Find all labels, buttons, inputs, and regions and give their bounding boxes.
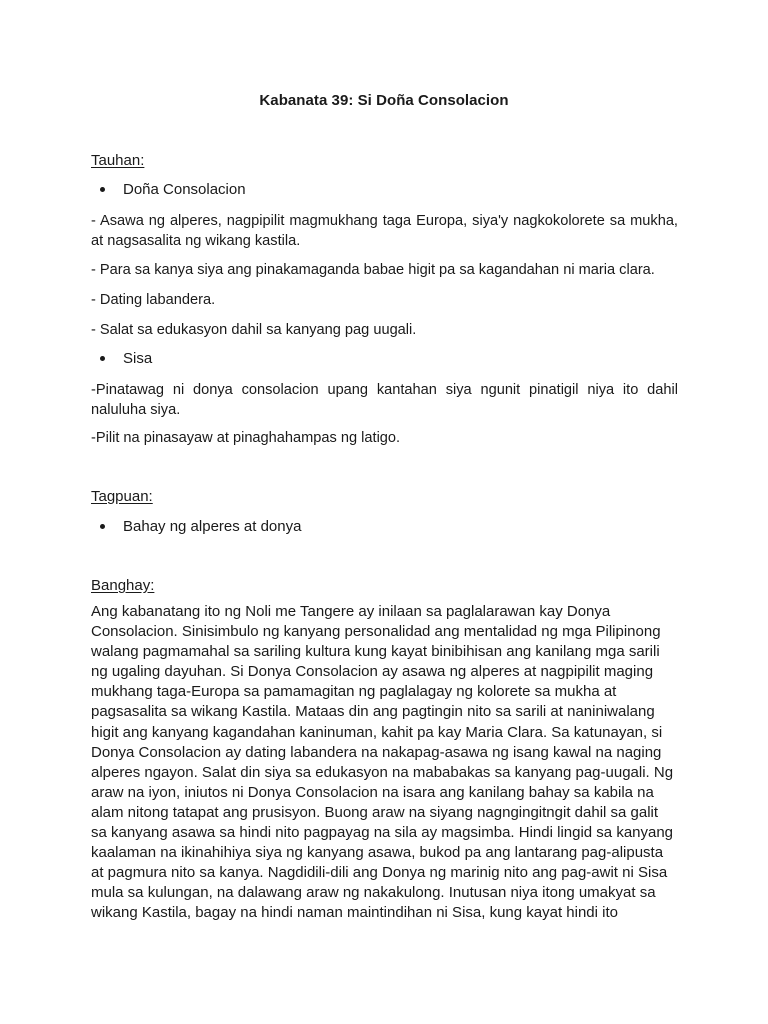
paragraph-line: walang pagmamahal sa sariling kultura kung kayat binibihisan ang kanilang mga sarili — [91, 643, 660, 661]
paragraph-line: Donya Consolacion ay dating labandera na nakapag-asawa ng isang kawal na naging — [91, 743, 662, 761]
bullet-icon — [100, 187, 105, 192]
paragraph-line: mukhang taga-Europa sa pamamagitan ng paglalagay ng kolorete sa mukha at — [91, 683, 617, 701]
paragraph-line: sa kanyang asawa sa hindi nito pagpayag na sila ay magsimba. Hindi lingid sa kanyang — [91, 824, 674, 842]
character-name: Doña Consolacion — [123, 181, 246, 198]
paragraph-line: higit ang kanyang kagandahan kaninuman, kahit pa kay Maria Clara. Sa katunayan, si — [91, 723, 663, 741]
banghay-heading: Banghay: — [91, 577, 155, 594]
paragraph-line: alperes ngayon. Salat din siya sa edukasyon na mababakas sa kanyang pag-uugali. Ng — [91, 763, 674, 781]
character-name: Sisa — [123, 350, 153, 367]
paragraph-line: pagsasalita sa wikang Kastila. Mataas din ang pagtingin nito sa sarili at naniniwalang — [91, 703, 655, 721]
character-note: - Asawa ng alperes, nagpipilit magmukhang taga Europa, siya'y nagkokolorete sa mukha, at nagsasalita ng wikang kastila. — [91, 213, 678, 249]
character-note: -Pilit na pinasayaw at pinaghahampas ng latigo. — [91, 430, 401, 446]
bullet-icon — [100, 524, 105, 529]
tagpuan-heading: Tagpuan: — [91, 488, 153, 505]
banghay-paragraph — [91, 602, 681, 924]
bullet-icon — [100, 356, 105, 361]
paragraph-line: at pagmura nito sa kanya. Nagdidili-dili ang Donya ng marinig nito ang pag-awit ni Sisa — [91, 864, 668, 882]
paragraph-line: Ang kabanatang ito ng Noli me Tangere ay inilaan sa paglalarawan kay Donya — [91, 603, 611, 620]
character-note: - Salat sa edukasyon dahil sa kanyang pag uugali. — [91, 322, 417, 338]
list-item-dona-consolacion — [100, 181, 246, 198]
list-item-sisa — [100, 350, 152, 367]
tagpuan-item: Bahay ng alperes at donya — [123, 518, 302, 535]
paragraph-line: Consolacion. Sinisimbulo ng kanyang personalidad ang mentalidad ng mga Pilipinong — [91, 623, 661, 641]
document-title: Kabanata 39: Si Doña Consolacion — [259, 92, 509, 109]
paragraph-line: kaalaman na ikinahihiya siya ng kanyang asawa, bukod pa ang lantarang pag-alipusta — [91, 844, 664, 862]
tauhan-heading: Tauhan: — [91, 152, 145, 169]
character-note: -Pinatawag ni donya consolacion upang kantahan siya ngunit pinatigil niya ito dahil naluluha siya. — [91, 382, 678, 418]
character-note: - Para sa kanya siya ang pinakamaganda babae higit pa sa kagandahan ni maria clara. — [91, 262, 655, 278]
paragraph-line: araw na iyon, iniutos ni Donya Consolacion na isara ang kanilang bahay sa kabila na — [91, 783, 654, 801]
character-note: - Dating labandera. — [91, 292, 216, 308]
paragraph-line: mula sa kulungan, na dalawang araw ng nakakulong. Inutusan niya itong umakyat sa — [91, 884, 656, 902]
paragraph-line: wikang Kastila, bagay na hindi naman maintindihan ni Sisa, kung kayat hindi ito — [91, 904, 618, 922]
paragraph-line: alam nitong tatapat ang prusisyon. Buong araw na siyang nagngingitngit dahil sa galit — [91, 803, 659, 821]
paragraph-line: ng ugaling dayuhan. Si Donya Consolacion ay asawa ng alperes at nagpipilit maging — [91, 663, 654, 681]
list-item-tagpuan — [100, 518, 301, 535]
